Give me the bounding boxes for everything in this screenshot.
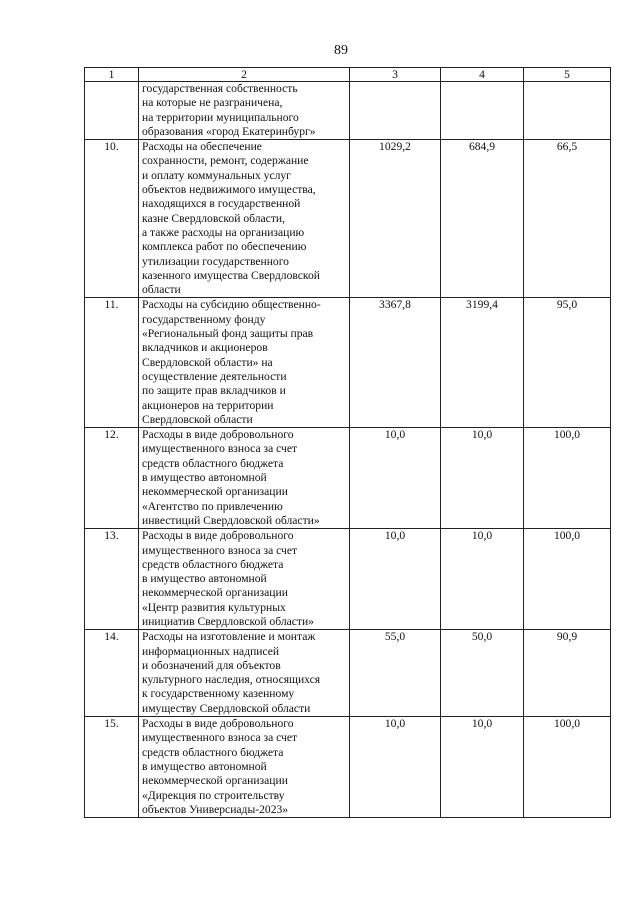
description-line: на территории муниципального <box>142 110 299 124</box>
description-line: средств областного бюджета <box>142 745 284 759</box>
description-line: в имущество автономной <box>142 471 267 485</box>
description-line: вкладчиков и акционеров <box>142 341 268 355</box>
description-line: находящихся в государственной <box>142 197 301 211</box>
row-value-c5: 66,5 <box>524 140 611 298</box>
description-line: имуществу Свердловской области <box>142 701 311 715</box>
row-value-c3 <box>350 82 441 140</box>
description-line: казне Свердловской области, <box>142 211 285 225</box>
row-value-c5: 100,0 <box>524 529 611 630</box>
description-line: Расходы на изготовление и монтаж <box>142 630 316 644</box>
description-line: культурного наследия, относящихся <box>142 673 321 687</box>
description-line: инвестиций Свердловской области» <box>142 513 320 527</box>
row-value-c3: 55,0 <box>350 630 441 717</box>
row-description <box>139 140 350 298</box>
description-line: по защите прав вкладчиков и <box>142 384 286 398</box>
row-value-c3: 10,0 <box>350 428 441 529</box>
row-number: 12. <box>85 428 139 529</box>
description-line: а также расходы на организацию <box>142 225 305 239</box>
description-line: средств областного бюджета <box>142 456 284 470</box>
description-line: имущественного взноса за счет <box>142 543 298 557</box>
row-value-c5: 100,0 <box>524 428 611 529</box>
row-value-c3: 3367,8 <box>350 298 441 428</box>
table-header-row <box>85 68 611 82</box>
description-line: «Центр развития культурных <box>142 600 286 614</box>
description-line: Свердловской области <box>142 412 253 426</box>
description-line: Расходы на обеспечение <box>142 140 262 154</box>
row-description <box>139 717 350 818</box>
description-line: Расходы в виде добровольного <box>142 717 294 731</box>
description-line: казенного имущества Свердловской <box>142 268 320 282</box>
row-number: 14. <box>85 630 139 717</box>
description-line: некоммерческой организации <box>142 485 288 499</box>
description-line: объектов недвижимого имущества, <box>142 183 316 197</box>
column-header-5: 5 <box>524 68 611 82</box>
description-line: области <box>142 283 181 297</box>
row-value-c5: 90,9 <box>524 630 611 717</box>
description-line: осуществление деятельности <box>142 369 287 383</box>
row-description <box>139 529 350 630</box>
row-value-c4: 50,0 <box>441 630 524 717</box>
column-header-2: 2 <box>139 68 350 82</box>
row-number: 10. <box>85 140 139 298</box>
row-value-c5: 95,0 <box>524 298 611 428</box>
row-number: 11. <box>85 298 139 428</box>
row-number: 15. <box>85 717 139 818</box>
description-line: в имущество автономной <box>142 759 267 773</box>
description-line: «Региональный фонд защиты прав <box>142 327 314 341</box>
description-line: на которые не разграничена, <box>142 96 283 110</box>
table-row <box>85 298 611 428</box>
description-line: к государственному казенному <box>142 687 295 701</box>
description-line: некоммерческой организации <box>142 586 288 600</box>
description-line: имущественного взноса за счет <box>142 731 298 745</box>
description-line: государственная собственность <box>142 82 298 95</box>
row-value-c3: 10,0 <box>350 717 441 818</box>
description-line: образования «город Екатеринбург» <box>142 124 316 138</box>
description-line: «Агентство по привлечению <box>142 499 283 513</box>
description-line: объектов Универсиады-2023» <box>142 802 289 816</box>
expenditure-table <box>84 67 611 818</box>
column-header-3: 3 <box>350 68 441 82</box>
row-description <box>139 630 350 717</box>
row-value-c4 <box>441 82 524 140</box>
column-header-4: 4 <box>441 68 524 82</box>
row-value-c3: 1029,2 <box>350 140 441 298</box>
table-row <box>85 630 611 717</box>
description-line: акционеров на территории <box>142 398 274 412</box>
row-value-c4: 10,0 <box>441 529 524 630</box>
description-line: некоммерческой организации <box>142 774 288 788</box>
row-description <box>139 298 350 428</box>
row-value-c5 <box>524 82 611 140</box>
row-value-c4: 684,9 <box>441 140 524 298</box>
table-row <box>85 82 611 140</box>
description-line: Расходы на субсидию общественно- <box>142 298 321 312</box>
row-value-c4: 10,0 <box>441 717 524 818</box>
column-header-1: 1 <box>85 68 139 82</box>
description-line: Расходы в виде добровольного <box>142 428 294 442</box>
row-value-c5: 100,0 <box>524 717 611 818</box>
description-line: в имущество автономной <box>142 572 267 586</box>
page-number: 89 <box>334 43 348 58</box>
description-line: утилизации государственного <box>142 254 289 268</box>
description-line: инициатив Свердловской области» <box>142 614 314 628</box>
description-line: и обозначений для объектов <box>142 658 281 672</box>
table-row <box>85 428 611 529</box>
description-line: Расходы в виде добровольного <box>142 529 294 543</box>
description-line: «Дирекция по строительству <box>142 788 285 802</box>
row-value-c3: 10,0 <box>350 529 441 630</box>
table-row <box>85 717 611 818</box>
description-line: информационных надписей <box>142 644 280 658</box>
description-line: имущественного взноса за счет <box>142 442 298 456</box>
row-value-c4: 10,0 <box>441 428 524 529</box>
table-row <box>85 140 611 298</box>
description-line: Свердловской области» на <box>142 355 273 369</box>
row-description <box>139 428 350 529</box>
row-number <box>85 82 139 140</box>
row-description <box>139 82 350 140</box>
description-line: сохранности, ремонт, содержание <box>142 154 309 168</box>
row-value-c4: 3199,4 <box>441 298 524 428</box>
row-number: 13. <box>85 529 139 630</box>
table-body <box>85 82 611 818</box>
description-line: комплекса работ по обеспечению <box>142 240 307 254</box>
description-line: средств областного бюджета <box>142 557 284 571</box>
description-line: и оплату коммунальных услуг <box>142 168 291 182</box>
description-line: государственному фонду <box>142 312 266 326</box>
table-row <box>85 529 611 630</box>
